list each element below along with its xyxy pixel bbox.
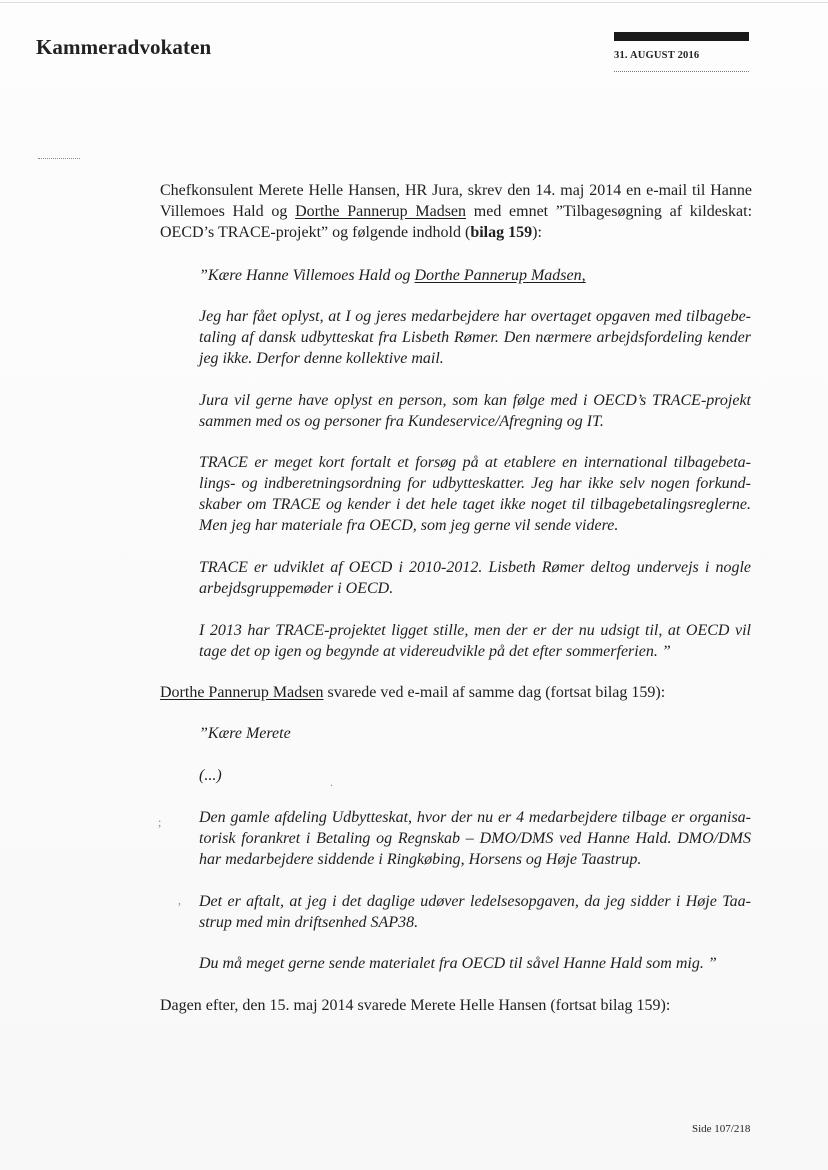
quote1-greeting-text: ”Kære Hanne Villemoes Hald og	[199, 267, 415, 284]
reply-name-underlined: Dorthe Pannerup Madsen	[160, 684, 324, 701]
scan-speck: .	[330, 775, 333, 789]
quote1-paragraph5: I 2013 har TRACE-projektet ligget stille, men der er der nu udsigt til, at OECD vil tage det op igen og begynde at videreudvikle på det efter sommerferien. ”	[199, 622, 751, 660]
page-number: Side 107/218	[692, 1123, 751, 1135]
quote2-paragraph1: Den gamle afdeling Udbytteskat, hvor der nu er 4 medarbejdere tilbage er organisatorisk forankret i Betaling og Regnskab – DMO/DMS ved Hanne Hald. DMO/DMS har medarbejdere siddende i Ringkøbing, Horsens og Høje Taastrup.	[199, 809, 751, 868]
intro-text-part3: ):	[532, 224, 542, 241]
quote1-greeting-name: Dorthe Pannerup Madsen,	[414, 267, 586, 284]
intro-name-underlined: Dorthe Pannerup Madsen	[295, 203, 467, 220]
intro-text-part2: med emnet ”Tilbagesøgning af kildeskat: OECD’s TRACE-projekt” og følgende indhold (	[160, 203, 753, 241]
intro-paragraph	[160, 180, 752, 243]
intro-text-part1: Chefkonsulent Merete Helle Hansen, HR Jura, skrev den 14. maj 2014 en e-mail til Hanne Villemoes Hald og	[160, 182, 752, 220]
header-title: Kammeradvokaten	[36, 35, 212, 59]
quote1-paragraph2: Jura vil gerne have oplyst en person, som kan følge med i OECD’s TRACE-projekt sammen med os og personer fra Kundeservice/Afregning og IT.	[199, 392, 751, 430]
quote1-paragraph4: TRACE er udviklet af OECD i 2010-2012. Lisbeth Rømer deltog undervejs i nogle arbejdsgruppemøder i OECD.	[199, 559, 751, 597]
scan-mark: ;	[158, 815, 162, 829]
closing-paragraph: Dagen efter, den 15. maj 2014 svarede Merete Helle Hansen (fortsat bilag 159):	[160, 997, 671, 1014]
scan-mark: ,	[178, 893, 181, 907]
quote2-paragraph3: Du må meget gerne sende materialet fra OECD til såvel Hanne Hald som mig. ”	[199, 955, 717, 972]
quote1-greeting	[199, 265, 751, 286]
quote2-ellipsis: (...)	[199, 767, 222, 784]
scan-edge-line	[0, 2, 828, 3]
reply-text: svarede ved e-mail af samme dag (fortsat bilag 159):	[323, 684, 666, 701]
left-margin-dotted-mark	[38, 158, 80, 159]
reply-paragraph	[160, 682, 752, 703]
intro-reference-bold: bilag 159	[470, 224, 533, 241]
quote2-greeting: ”Kære Merete	[199, 725, 291, 742]
header-date: 31. AUGUST 2016	[614, 50, 700, 61]
quote1-paragraph1: Jeg har fået oplyst, at I og jeres medarbejdere har overtaget opgaven med tilbagebetaling af dansk udbytteskat fra Lisbeth Rømer. Den nærmere arbejdsfordeling kender jeg ikke. Derfor denne kollektive mail.	[199, 308, 751, 367]
header-dotted-rule	[614, 71, 749, 72]
quote2-paragraph2: Det er aftalt, at jeg i det daglige udøver ledelsesopgaven, da jeg sidder i Høje Taastrup med min driftsenhed SAP38.	[199, 893, 751, 931]
quote1-paragraph3: TRACE er meget kort fortalt et forsøg på at etablere en international tilbagebetalings- og indberetningsordning for udbytteskatter. Jeg har ikke selv nogen forkundskaber om TRACE og kender i det hele taget ikke noget til tilbagebetalingsreglerne. Men jeg har materiale fra OECD, som jeg gerne vil sende videre.	[199, 454, 751, 534]
header-black-bar	[614, 32, 749, 41]
